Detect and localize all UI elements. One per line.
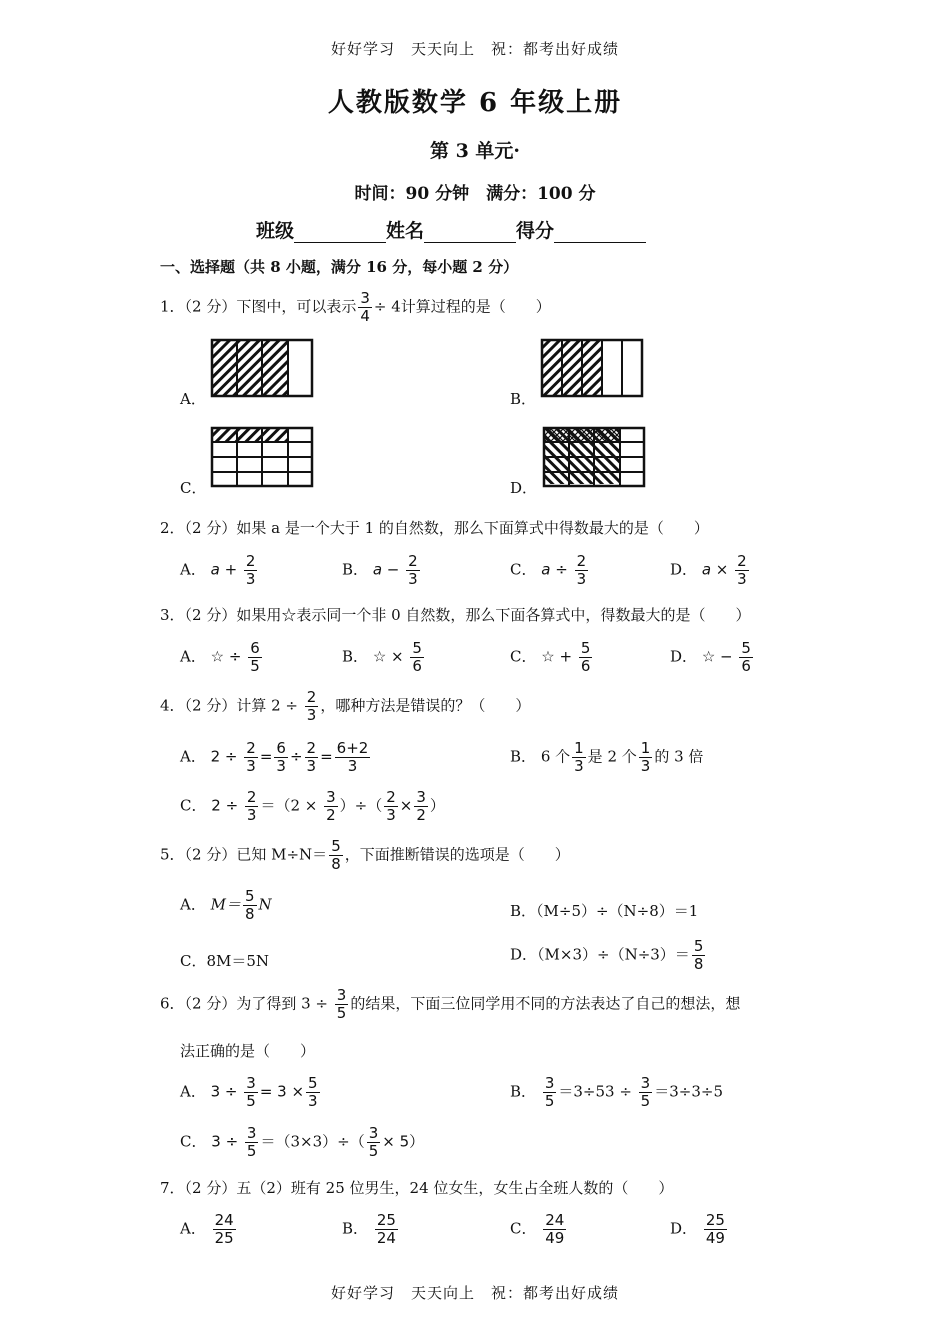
score-label: 得分: [516, 220, 555, 242]
q7-option-a[interactable]: A． $\frac{24}{25}$: [180, 1211, 234, 1247]
name-field[interactable]: [424, 223, 516, 243]
q7-option-b[interactable]: B． $\frac{25}{24}$: [342, 1211, 396, 1247]
name-label: 姓名: [386, 220, 425, 242]
q6-option-a[interactable]: A． 3 ÷ $\frac{3}{5}$ = 3 × $\frac{5}{3}$: [180, 1074, 318, 1110]
q2-option-d[interactable]: D． a × $\frac{2}{3}$: [670, 552, 747, 588]
q1-option-b-label[interactable]: B．: [510, 390, 537, 408]
q7-option-d[interactable]: D． $\frac{25}{49}$: [670, 1211, 725, 1247]
question-3: 3．（2 分）如果用☆表示同一个非 0 自然数，那么下面各算式中，得数最大的是（ ）: [160, 606, 751, 624]
q1-figure-d: [542, 426, 646, 490]
q1-option-c-label[interactable]: C．: [180, 479, 207, 497]
q5-option-a[interactable]: A． M＝ $\frac{5}{8}$ N: [180, 887, 272, 923]
q6-option-c[interactable]: C． 3 ÷ $\frac{3}{5}$ ＝（3×3）÷（ $\frac{3}{5}$ × 5）: [180, 1124, 425, 1160]
score-field[interactable]: [554, 223, 646, 243]
question-1: [160, 290, 551, 325]
question-5: 5．（2 分）已知 M÷N＝ $\frac{5}{8}$ ，下面推断错误的选项是（ ）: [160, 837, 570, 873]
question-7: 7．（2 分）五（2）班有 25 位男生，24 位女生，女生占全班人数的（ ）: [160, 1179, 674, 1197]
section-heading: 一、选择题（共 8 小题，满分 16 分，每小题 2 分）: [160, 258, 519, 276]
student-info: [256, 216, 646, 243]
footer-motto: 好好学习 天天向上 祝：都考出好成绩: [330, 1284, 619, 1302]
question-6-line2: 法正确的是（ ）: [180, 1042, 316, 1060]
q6-option-b[interactable]: B． $\frac{3}{5}$ ＝3÷53 ÷ $\frac{3}{5}$ ＝3÷3÷5: [510, 1074, 723, 1110]
q1-figure-c: [210, 426, 314, 490]
q3-option-a[interactable]: A． ☆ ÷ $\frac{6}{5}$: [180, 639, 260, 675]
q4-option-b[interactable]: B． 6 个 $\frac{1}{3}$ 是 2 个 $\frac{1}{3}$ 的 3 倍: [510, 739, 704, 775]
question-4: 4．（2 分）计算 2 ÷ $\frac{2}{3}$ ，哪种方法是错误的？（ ）: [160, 688, 531, 724]
time-info: 时间：90 分钟 满分：100 分: [354, 184, 596, 204]
q3-option-b[interactable]: B． ☆ × $\frac{5}{6}$: [342, 639, 422, 675]
q5-option-d[interactable]: D．（M×3）÷（N÷3）＝ $\frac{5}{8}$: [510, 937, 704, 973]
q5-option-b[interactable]: B．（M÷5）÷（N÷8）＝1: [510, 902, 699, 920]
unit-subtitle: 第 3 单元·: [429, 140, 521, 162]
class-field[interactable]: [294, 223, 386, 243]
q1-prefix: 1．（2 分）下图中，可以表示: [160, 297, 357, 316]
question-6: 6．（2 分）为了得到 3 ÷ $\frac{3}{5}$ 的结果，下面三位同学用不同的方法表达了自己的想法，想: [160, 986, 741, 1022]
q1-fraction: $\frac{3}{4}$: [360, 289, 370, 325]
question-2: 2．（2 分）如果 a 是一个大于 1 的自然数，那么下面算式中得数最大的是（ ）: [160, 519, 709, 537]
q3-option-c[interactable]: C． ☆ + $\frac{5}{6}$: [510, 639, 591, 675]
q1-option-d-label[interactable]: D．: [510, 479, 538, 497]
class-label: 班级: [256, 220, 295, 242]
q1-suffix: ÷ 4计算过程的是（ ）: [373, 297, 551, 316]
q2-option-b[interactable]: B． a − $\frac{2}{3}$: [342, 552, 418, 588]
header-motto: 好好学习 天天向上 祝：都考出好成绩: [330, 40, 619, 58]
q7-option-c[interactable]: C． $\frac{24}{49}$: [510, 1211, 565, 1247]
q1-figure-b: [540, 338, 644, 400]
q1-option-a-label[interactable]: A．: [180, 390, 206, 408]
q4-option-a[interactable]: A． 2 ÷ $\frac{2}{3}$ = $\frac{6}{3}$ ÷ $\frac{2}{3}$ = $\frac{6+2}{3}$: [180, 739, 369, 775]
q2-option-a[interactable]: A． a + $\frac{2}{3}$: [180, 552, 256, 588]
q5-option-c[interactable]: C．8M＝5N: [180, 952, 270, 970]
q3-option-d[interactable]: D． ☆ − $\frac{5}{6}$: [670, 639, 751, 675]
q1-figure-a: [210, 338, 314, 400]
page-title: 人教版数学 6 年级上册: [327, 88, 623, 118]
q2-option-c[interactable]: C． a ÷ $\frac{2}{3}$: [510, 552, 587, 588]
q4-option-c[interactable]: C． 2 ÷ $\frac{2}{3}$ ＝（2 × $\frac{3}{2}$ ）÷（ $\frac{2}{3}$ × $\frac{3}{2}$ ）: [180, 788, 445, 824]
